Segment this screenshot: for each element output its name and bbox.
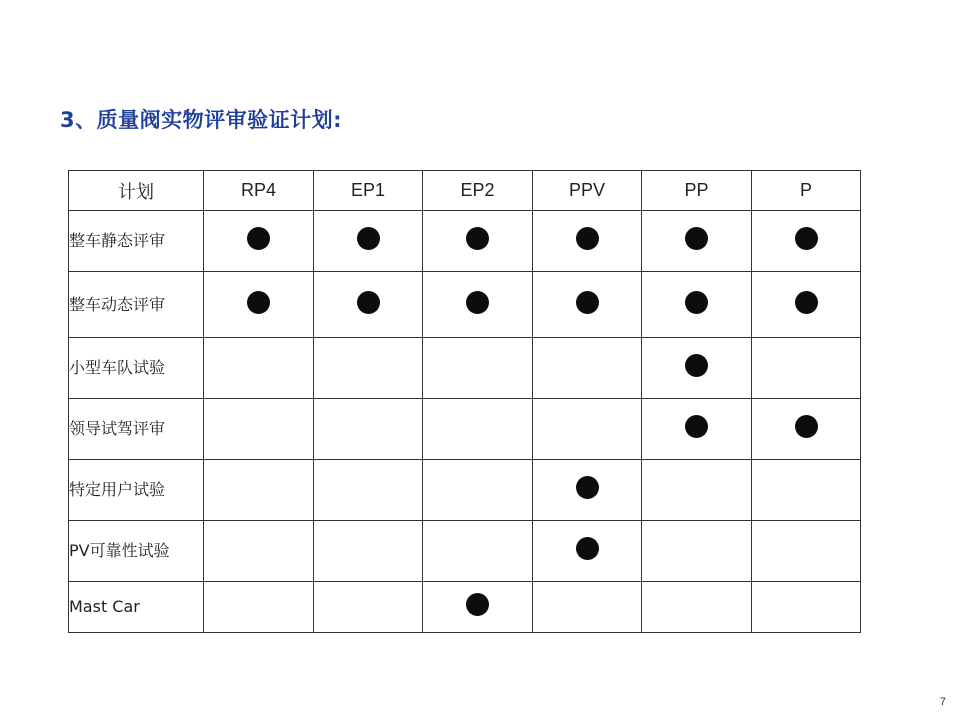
mark-cell (314, 399, 423, 460)
mark-cell (314, 460, 423, 521)
mark-cell (423, 211, 533, 272)
filled-circle-marker (685, 354, 708, 377)
table-row (69, 338, 861, 399)
row-label: 领导试驾评审 (69, 399, 204, 460)
column-header-ppv: PPV (533, 171, 642, 211)
mark-cell (642, 399, 752, 460)
mark-cell (752, 460, 861, 521)
mark-cell (423, 338, 533, 399)
mark-cell (423, 521, 533, 582)
mark-cell (533, 460, 642, 521)
table-row (69, 399, 861, 460)
mark-cell (423, 582, 533, 633)
validation-plan-table (68, 170, 861, 633)
filled-circle-marker (576, 476, 599, 499)
row-label: 小型车队试验 (69, 338, 204, 399)
table-row (69, 460, 861, 521)
mark-cell (533, 272, 642, 338)
mark-cell (204, 460, 314, 521)
mark-cell (533, 582, 642, 633)
column-header-ep1: EP1 (314, 171, 423, 211)
column-header-rp4: RP4 (204, 171, 314, 211)
filled-circle-marker (357, 227, 380, 250)
mark-cell (642, 460, 752, 521)
mark-cell (423, 399, 533, 460)
column-header-p: P (752, 171, 861, 211)
filled-circle-marker (576, 291, 599, 314)
slide-title: 3、质量阀实物评审验证计划: (60, 108, 343, 132)
filled-circle-marker (685, 291, 708, 314)
mark-cell (752, 338, 861, 399)
mark-cell (642, 582, 752, 633)
filled-circle-marker (576, 537, 599, 560)
mark-cell (642, 338, 752, 399)
filled-circle-marker (357, 291, 380, 314)
filled-circle-marker (795, 291, 818, 314)
mark-cell (314, 338, 423, 399)
mark-cell (204, 338, 314, 399)
filled-circle-marker (247, 227, 270, 250)
row-label: PV可靠性试验 (69, 521, 204, 582)
column-header-pp: PP (642, 171, 752, 211)
mark-cell (752, 399, 861, 460)
table-row (69, 521, 861, 582)
mark-cell (533, 521, 642, 582)
filled-circle-marker (466, 227, 489, 250)
mark-cell (533, 399, 642, 460)
mark-cell (533, 338, 642, 399)
mark-cell (533, 211, 642, 272)
mark-cell (752, 582, 861, 633)
mark-cell (423, 272, 533, 338)
mark-cell (752, 211, 861, 272)
mark-cell (204, 399, 314, 460)
filled-circle-marker (466, 291, 489, 314)
mark-cell (204, 272, 314, 338)
filled-circle-marker (795, 415, 818, 438)
mark-cell (314, 521, 423, 582)
column-header-ep2: EP2 (423, 171, 533, 211)
filled-circle-marker (795, 227, 818, 250)
mark-cell (314, 272, 423, 338)
filled-circle-marker (466, 593, 489, 616)
table-row (69, 582, 861, 633)
row-label: 特定用户试验 (69, 460, 204, 521)
mark-cell (204, 211, 314, 272)
mark-cell (204, 582, 314, 633)
mark-cell (204, 521, 314, 582)
table-row (69, 272, 861, 338)
mark-cell (642, 521, 752, 582)
table-header-row (69, 171, 861, 211)
page-number: 7 (939, 696, 946, 708)
row-label: Mast Car (69, 582, 204, 633)
mark-cell (314, 211, 423, 272)
filled-circle-marker (685, 415, 708, 438)
filled-circle-marker (576, 227, 599, 250)
row-label: 整车静态评审 (69, 211, 204, 272)
filled-circle-marker (247, 291, 270, 314)
mark-cell (752, 272, 861, 338)
mark-cell (642, 272, 752, 338)
mark-cell (423, 460, 533, 521)
filled-circle-marker (685, 227, 708, 250)
mark-cell (314, 582, 423, 633)
table-row (69, 211, 861, 272)
mark-cell (752, 521, 861, 582)
row-label: 整车动态评审 (69, 272, 204, 338)
corner-label: 计划 (69, 171, 204, 211)
mark-cell (642, 211, 752, 272)
